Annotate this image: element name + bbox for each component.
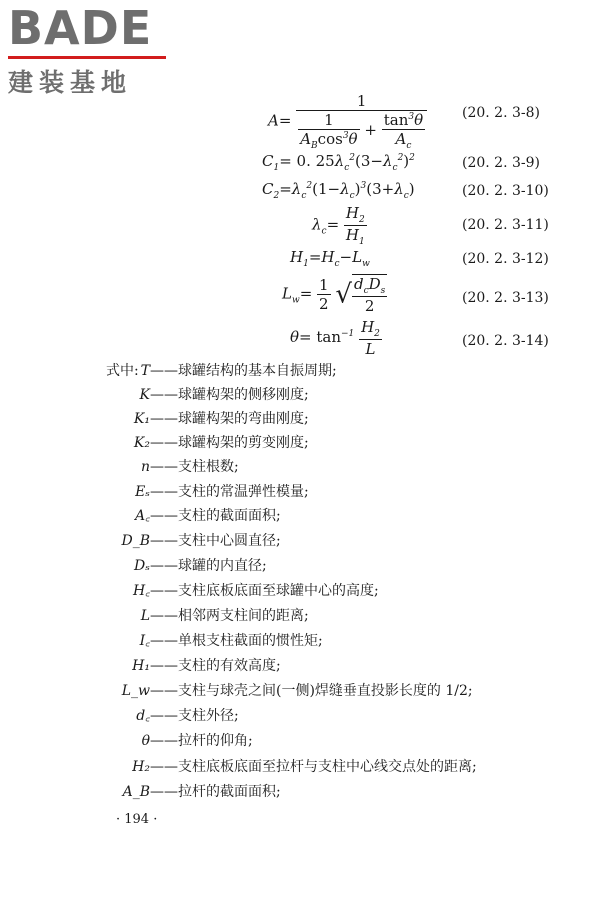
definition-item: Eₛ——支柱的常温弹性模量;: [135, 484, 309, 500]
logo-word: BADE: [8, 1, 153, 55]
logo: [8, 2, 178, 99]
equation-number: (20. 2. 3-14): [462, 333, 549, 349]
intro-label: 式中:: [106, 363, 139, 379]
definition-item: K₁——球罐构架的弯曲刚度;: [133, 411, 309, 427]
equation-number: (20. 2. 3-12): [462, 251, 549, 267]
equation-20-2-3-13: $L_w=$ $\frac{1}{2}$ √ $\frac{d_cD_s}{2}$: [282, 275, 386, 315]
definition-item: A_B——拉杆的截面面积;: [122, 784, 281, 800]
definition-item: n——支柱根数;: [140, 459, 239, 475]
definition-item: H₁——支柱的有效高度;: [132, 658, 281, 674]
equation-number: (20. 2. 3-10): [462, 183, 549, 199]
equation-20-2-3-9: $C_1= 0$. $25\lambda_c^2(3-\lambda_c^2)^2$: [262, 152, 415, 173]
definition-item: L_w——支柱与球壳之间(一侧)焊缝垂直投影长度的 1/2;: [121, 683, 473, 699]
equation-number: (20. 2. 3-11): [462, 217, 549, 233]
equation-number: (20. 2. 3-13): [462, 290, 549, 306]
equation-20-2-3-8: A= 1 $\frac{1}{A_B\cos^3\theta}$ + $\frac{\tan^3\theta}{A_c}$: [268, 92, 427, 151]
definition-item: K——球罐构架的侧移刚度;: [139, 387, 309, 403]
logo-chinese-text: 建装基地: [8, 68, 133, 97]
definition-item: Dₛ——球罐的内直径;: [134, 558, 267, 574]
definition-item: D_B——支柱中心圆直径;: [121, 533, 281, 549]
definition-item: H꜀——支柱底板底面至球罐中心的高度;: [132, 583, 379, 599]
equation-20-2-3-14: $\theta= \tan^{-1}$ $\frac{H_2}{L}$: [290, 318, 380, 358]
equation-number: (20. 2. 3-9): [462, 155, 540, 171]
definition-item: K₂——球罐构架的剪变刚度;: [133, 435, 309, 451]
logo-divider: [8, 56, 166, 59]
definition-item: A꜀——支柱的截面面积;: [135, 508, 281, 524]
page-number: · 194 ·: [116, 812, 158, 827]
definition-item: I꜀——单根支柱截面的惯性矩;: [139, 633, 323, 649]
definition-item: d꜀——支柱外径;: [136, 708, 239, 724]
definition-item: L——相邻两支柱间的距离;: [140, 608, 309, 624]
equation-20-2-3-10: $C_2=\lambda_c^2(1-\lambda_c)^3(3+\lambda_c)$: [262, 180, 415, 201]
definition-item: θ——拉杆的仰角;: [141, 733, 253, 749]
equation-20-2-3-11: $\lambda_c=$ $\frac{H_2}{H_1}$: [312, 204, 365, 247]
definition-item: T——球罐结构的基本自振周期;: [140, 363, 337, 379]
definition-item: H₂——支柱底板底面至拉杆与支柱中心线交点处的距离;: [132, 759, 477, 775]
equation-20-2-3-12: $H_1=H_c-L_w$: [290, 248, 370, 269]
equation-number: (20. 2. 3-8): [462, 105, 540, 121]
